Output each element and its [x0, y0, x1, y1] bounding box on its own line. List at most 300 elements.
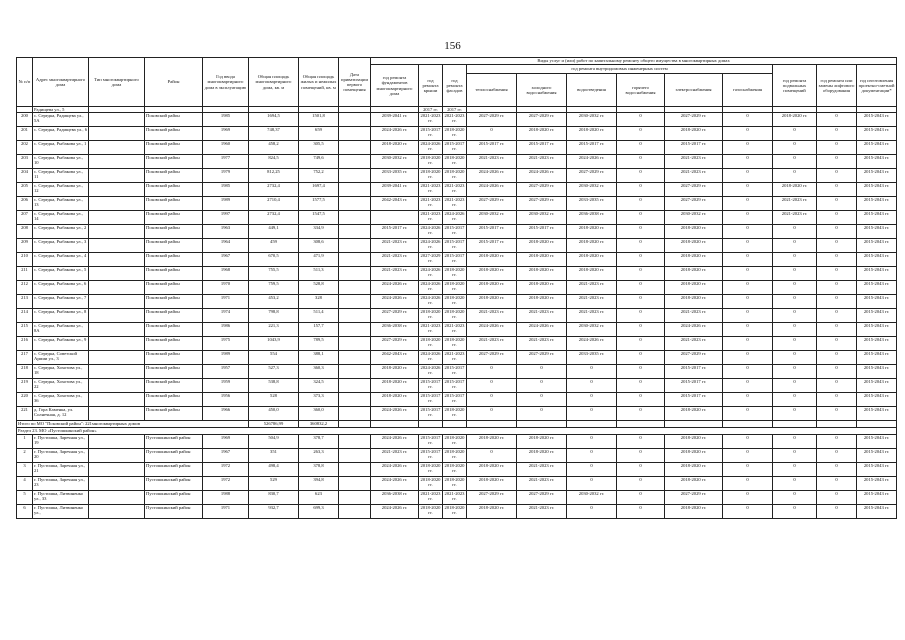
row-type	[89, 281, 145, 295]
row-living-area: 789,5	[299, 337, 339, 351]
row-gas: 0	[723, 435, 773, 449]
row-number: 207	[17, 211, 33, 225]
row-privatization	[339, 309, 371, 323]
row-docs: 2015-2043 гг.	[857, 141, 897, 155]
row-year: 1979	[203, 169, 249, 183]
row-foundation: 2024-2026 гг.	[371, 477, 419, 491]
row-foundation: 2024-2026 гг.	[371, 435, 419, 449]
table-row	[17, 141, 897, 155]
row-number: 217	[17, 351, 33, 365]
row-number: 213	[17, 295, 33, 309]
row-number: 205	[17, 183, 33, 197]
row-elevator: 0	[817, 323, 857, 337]
row-roof: 2024-2026 гг.	[419, 281, 443, 295]
row-heat: 2015-2017 гг.	[467, 225, 517, 239]
row-heat: 2015-2017 гг.	[467, 239, 517, 253]
row-address: с. Середка, Хохотова ул., 18	[33, 365, 89, 379]
row-hot-water: 0	[617, 505, 665, 519]
row-living-area: 471,9	[299, 253, 339, 267]
table-row	[17, 463, 897, 477]
row-address: с. Середка, Рыбакова ул., 10	[33, 155, 89, 169]
row-hot-water: 0	[617, 309, 665, 323]
row-basement: 0	[773, 491, 817, 505]
row-year: 1977	[203, 155, 249, 169]
row-heat: 2027-2029 гг.	[467, 351, 517, 365]
row-living-area: 360,3	[299, 365, 339, 379]
row-address: с. Середка, Рыбакова ул., 11	[33, 169, 89, 183]
row-facade: 2018-2020 гг.	[443, 407, 467, 421]
row-year: 1986	[203, 323, 249, 337]
header-hot-water: горячего водоснабжения	[617, 74, 665, 107]
row-electric: 2021-2023 гг.	[665, 155, 723, 169]
row-living-area: 752,2	[299, 169, 339, 183]
row-district: Пустошкинский район	[145, 477, 203, 491]
row-heat: 2018-2020 гг.	[467, 463, 517, 477]
row-heat: 2018-2020 гг.	[467, 435, 517, 449]
row-hot-water: 0	[617, 463, 665, 477]
row-type	[89, 435, 145, 449]
row-hot-water: 0	[617, 351, 665, 365]
table-row	[17, 505, 897, 519]
row-foundation: 2039-2041 гг.	[371, 183, 419, 197]
row-living-area: 388,1	[299, 351, 339, 365]
row-sewer: 2018-2020 гг.	[567, 267, 617, 281]
row-type	[89, 477, 145, 491]
row-living-area: 511,4	[299, 309, 339, 323]
row-sewer: 2018-2020 гг.	[567, 225, 617, 239]
row-gas: 0	[723, 239, 773, 253]
row-year: 1967	[203, 449, 249, 463]
row-hot-water: 0	[617, 449, 665, 463]
row-sewer: 2030-2032 гг.	[567, 323, 617, 337]
row-privatization	[339, 449, 371, 463]
row-foundation: 2021-2023 гг.	[371, 267, 419, 281]
row-sewer: 2021-2023 гг.	[567, 309, 617, 323]
row-district: Псковский район	[145, 323, 203, 337]
table-row	[17, 155, 897, 169]
row-hot-water: 0	[617, 183, 665, 197]
row-year: 1966	[203, 407, 249, 421]
row-elevator: 0	[817, 155, 857, 169]
row-sewer: 0	[567, 393, 617, 407]
row-type	[89, 365, 145, 379]
row-basement: 2021-2023 гг.	[773, 197, 817, 211]
row-elevator: 0	[817, 225, 857, 239]
row-privatization	[339, 225, 371, 239]
row-total-area: 798,8	[249, 309, 299, 323]
row-cold-water: 2021-2023 гг.	[517, 309, 567, 323]
row-number: 218	[17, 365, 33, 379]
row-type	[89, 267, 145, 281]
row-hot-water: 0	[617, 281, 665, 295]
row-docs: 2015-2043 гг.	[857, 379, 897, 393]
row-gas: 0	[723, 309, 773, 323]
row-address: г. Пустошка, Литвиненко ул., 33	[33, 491, 89, 505]
row-facade: 2015-2017 гг.	[443, 239, 467, 253]
row-district: Псковский район	[145, 127, 203, 141]
row-sewer: 2024-2026 гг.	[567, 337, 617, 351]
row-foundation: 2021-2023 гг.	[371, 239, 419, 253]
row-type	[89, 197, 145, 211]
row-roof: 2024-2026 гг.	[419, 351, 443, 365]
row-heat: 2018-2020 гг.	[467, 477, 517, 491]
row-elevator: 0	[817, 365, 857, 379]
table-row	[17, 267, 897, 281]
row-elevator: 0	[817, 183, 857, 197]
header-gas: газоснабжения	[723, 74, 773, 107]
row-privatization	[339, 169, 371, 183]
row-gas: 0	[723, 211, 773, 225]
row-elevator: 0	[817, 253, 857, 267]
table-row	[17, 169, 897, 183]
row-total-area: 830,7	[249, 491, 299, 505]
continuation-facade: 2017 гг.	[443, 107, 467, 113]
row-hot-water: 0	[617, 365, 665, 379]
row-foundation: 2024-2026 гг.	[371, 463, 419, 477]
row-living-area: 1577,5	[299, 197, 339, 211]
row-type	[89, 211, 145, 225]
row-privatization	[339, 337, 371, 351]
row-cold-water: 2015-2017 гг.	[517, 225, 567, 239]
row-roof: 2018-2020 гг.	[419, 309, 443, 323]
row-privatization	[339, 253, 371, 267]
row-basement: 0	[773, 281, 817, 295]
row-electric: 2018-2020 гг.	[665, 253, 723, 267]
row-docs: 2015-2043 гг.	[857, 239, 897, 253]
row-district: Псковский район	[145, 253, 203, 267]
row-electric: 2018-2020 гг.	[665, 225, 723, 239]
row-privatization	[339, 183, 371, 197]
row-address: г. Пустошка, Заречная ул., 21	[33, 463, 89, 477]
row-basement: 0	[773, 169, 817, 183]
table-row	[17, 127, 897, 141]
row-district: Псковский район	[145, 393, 203, 407]
row-electric: 2018-2020 гг.	[665, 449, 723, 463]
row-district: Псковский район	[145, 183, 203, 197]
row-facade: 2018-2020 гг.	[443, 435, 467, 449]
row-gas: 0	[723, 281, 773, 295]
row-hot-water: 0	[617, 435, 665, 449]
row-privatization	[339, 239, 371, 253]
row-docs: 2015-2043 гг.	[857, 267, 897, 281]
row-roof: 2024-2026 гг.	[419, 225, 443, 239]
row-cold-water: 0	[517, 407, 567, 421]
row-district: Псковский район	[145, 225, 203, 239]
table-row	[17, 337, 897, 351]
table-row	[17, 323, 897, 337]
row-type	[89, 393, 145, 407]
row-total-area: 748,37	[249, 127, 299, 141]
row-facade: 2021-2023 гг.	[443, 323, 467, 337]
row-district: Псковский район	[145, 351, 203, 365]
row-elevator: 0	[817, 477, 857, 491]
row-address: г. Пустошка, Заречная ул., 20	[33, 449, 89, 463]
row-total-area: 221,3	[249, 323, 299, 337]
row-gas: 0	[723, 183, 773, 197]
row-electric: 2018-2020 гг.	[665, 281, 723, 295]
row-facade: 2021-2023 гг.	[443, 351, 467, 365]
table-row	[17, 225, 897, 239]
row-gas: 0	[723, 323, 773, 337]
row-privatization	[339, 477, 371, 491]
row-sewer: 2030-2032 гг.	[567, 113, 617, 127]
row-sewer: 2036-2038 гг.	[567, 211, 617, 225]
row-living-area: 1501,8	[299, 113, 339, 127]
row-facade: 2018-2020 гг.	[443, 295, 467, 309]
row-facade: 2018-2020 гг.	[443, 127, 467, 141]
row-hot-water: 0	[617, 267, 665, 281]
row-docs: 2015-2043 гг.	[857, 197, 897, 211]
row-sewer: 2033-2035 гг.	[567, 197, 617, 211]
row-address: с. Середка, Радищева ул., 5А	[33, 113, 89, 127]
row-number: 209	[17, 239, 33, 253]
row-gas: 0	[723, 477, 773, 491]
row-type	[89, 337, 145, 351]
row-total-area: 459	[249, 239, 299, 253]
row-number: 202	[17, 141, 33, 155]
row-gas: 0	[723, 155, 773, 169]
table-row	[17, 295, 897, 309]
table-row	[17, 281, 897, 295]
row-sewer: 0	[567, 379, 617, 393]
row-living-area: 378,8	[299, 463, 339, 477]
row-electric: 2015-2017 гг.	[665, 393, 723, 407]
row-hot-water: 0	[617, 211, 665, 225]
row-facade: 2015-2017 гг.	[443, 225, 467, 239]
table-row	[17, 491, 897, 505]
row-address: г. Пустошка, Литвиненко ул.,	[33, 505, 89, 519]
row-basement: 0	[773, 155, 817, 169]
row-type	[89, 407, 145, 421]
row-docs: 2015-2043 гг.	[857, 155, 897, 169]
row-gas: 0	[723, 295, 773, 309]
continuation-address: Радищева ул., 5	[33, 107, 89, 113]
row-year: 1985	[203, 113, 249, 127]
row-sewer: 2015-2017 гг.	[567, 141, 617, 155]
row-living-area: 373,3	[299, 393, 339, 407]
table-row	[17, 379, 897, 393]
row-hot-water: 0	[617, 491, 665, 505]
row-roof: 2018-2020 гг.	[419, 155, 443, 169]
row-total-area: 453,2	[249, 295, 299, 309]
row-address: с. Середка, Радищева ул., 6	[33, 127, 89, 141]
header-cold-water: холодного водоснабжения	[517, 74, 567, 107]
header-privatization: Дата приватизации первого помещения	[339, 58, 371, 107]
row-docs: 2015-2043 гг.	[857, 435, 897, 449]
row-cold-water: 2018-2020 гг.	[517, 267, 567, 281]
row-sewer: 0	[567, 449, 617, 463]
row-total-area: 528	[249, 393, 299, 407]
row-docs: 2015-2043 гг.	[857, 323, 897, 337]
header-heat: теплоснабжения	[467, 74, 517, 107]
row-year: 1956	[203, 393, 249, 407]
row-number: 203	[17, 155, 33, 169]
row-total-area: 351	[249, 449, 299, 463]
row-gas: 0	[723, 225, 773, 239]
row-roof: 2018-2020 гг.	[419, 463, 443, 477]
row-gas: 0	[723, 407, 773, 421]
row-heat: 2027-2029 гг.	[467, 113, 517, 127]
row-living-area: 157,7	[299, 323, 339, 337]
row-total-area: 554	[249, 351, 299, 365]
row-number: 204	[17, 169, 33, 183]
row-number: 1	[17, 435, 33, 449]
row-district: Псковский район	[145, 197, 203, 211]
row-sewer: 0	[567, 505, 617, 519]
row-cold-water: 2027-2029 гг.	[517, 197, 567, 211]
row-year: 1957	[203, 365, 249, 379]
row-electric: 2018-2020 гг.	[665, 477, 723, 491]
row-total-area: 824,5	[249, 155, 299, 169]
header-roof: год ремонта крыши	[419, 65, 443, 107]
row-year: 1970	[203, 281, 249, 295]
row-cold-water: 2027-2029 гг.	[517, 183, 567, 197]
row-elevator: 0	[817, 295, 857, 309]
row-heat: 2018-2020 гг.	[467, 253, 517, 267]
row-electric: 2018-2020 гг.	[665, 435, 723, 449]
row-hot-water: 0	[617, 393, 665, 407]
row-cold-water: 0	[517, 379, 567, 393]
row-privatization	[339, 435, 371, 449]
row-facade: 2015-2017 гг.	[443, 253, 467, 267]
row-type	[89, 239, 145, 253]
header-basement: год ремонта подвальных помещений	[773, 65, 817, 107]
row-year: 1963	[203, 225, 249, 239]
row-number: 3	[17, 463, 33, 477]
row-electric: 2027-2029 гг.	[665, 183, 723, 197]
row-foundation: 2018-2020 гг.	[371, 393, 419, 407]
row-address: с. Середка, Рыбакова ул., 9	[33, 337, 89, 351]
row-foundation: 2024-2026 гг.	[371, 295, 419, 309]
row-year: 1989	[203, 197, 249, 211]
row-privatization	[339, 505, 371, 519]
row-docs: 2015-2043 гг.	[857, 477, 897, 491]
row-gas: 0	[723, 127, 773, 141]
row-year: 1967	[203, 253, 249, 267]
row-living-area: 659	[299, 127, 339, 141]
row-type	[89, 309, 145, 323]
row-address: с. Середка, Рыбакова ул., 12	[33, 183, 89, 197]
row-number: 221	[17, 407, 33, 421]
row-type	[89, 449, 145, 463]
row-address: с. Середка, Рыбакова ул., 13	[33, 197, 89, 211]
row-facade: 2015-2017 гг.	[443, 379, 467, 393]
row-basement: 0	[773, 477, 817, 491]
row-hot-water: 0	[617, 477, 665, 491]
row-district: Псковский район	[145, 211, 203, 225]
row-heat: 2018-2020 гг.	[467, 281, 517, 295]
row-cold-water: 2021-2023 гг.	[517, 155, 567, 169]
row-number: 4	[17, 477, 33, 491]
row-number: 2	[17, 449, 33, 463]
row-district: Пустошкинский район	[145, 463, 203, 477]
row-electric: 2018-2020 гг.	[665, 239, 723, 253]
row-electric: 2018-2020 гг.	[665, 295, 723, 309]
row-facade: 2018-2020 гг.	[443, 463, 467, 477]
row-heat: 2024-2026 гг.	[467, 183, 517, 197]
row-number: 201	[17, 127, 33, 141]
row-cold-water: 2027-2029 гг.	[517, 113, 567, 127]
row-total-area: 2732,4	[249, 211, 299, 225]
row-elevator: 0	[817, 113, 857, 127]
row-type	[89, 183, 145, 197]
header-living-area: Общая площадь жилых и нежилых помещений, кв. м	[299, 58, 339, 107]
row-address: г. Пустошка, Заречная ул., 19	[33, 435, 89, 449]
row-roof: 2018-2020 гг.	[419, 505, 443, 519]
table-header	[17, 58, 897, 107]
row-hot-water: 0	[617, 169, 665, 183]
row-district: Пустошкинский район	[145, 505, 203, 519]
row-hot-water: 0	[617, 113, 665, 127]
row-basement: 0	[773, 337, 817, 351]
row-basement: 0	[773, 463, 817, 477]
row-heat: 2018-2020 гг.	[467, 267, 517, 281]
row-number: 211	[17, 267, 33, 281]
header-works: Виды услуг и (или) работ по капитальному ремонту общего имущества в многоквартирных домах	[371, 58, 897, 65]
row-electric: 2018-2020 гг.	[665, 267, 723, 281]
capital-repair-table	[16, 57, 897, 519]
row-total-area: 755,5	[249, 267, 299, 281]
row-facade: 2018-2020 гг.	[443, 449, 467, 463]
row-heat: 2018-2020 гг.	[467, 295, 517, 309]
row-number: 210	[17, 253, 33, 267]
row-hot-water: 0	[617, 337, 665, 351]
row-privatization	[339, 393, 371, 407]
row-roof: 2027-2029 гг.	[419, 253, 443, 267]
row-facade: 2018-2020 гг.	[443, 267, 467, 281]
row-year: 1997	[203, 211, 249, 225]
row-cold-water: 2021-2023 гг.	[517, 463, 567, 477]
row-year: 1972	[203, 463, 249, 477]
row-basement: 0	[773, 309, 817, 323]
page-number: 156	[444, 40, 461, 52]
row-cold-water: 2024-2026 гг.	[517, 169, 567, 183]
row-address: с. Середка, Рыбакова ул., 2	[33, 225, 89, 239]
row-facade: 2015-2017 гг.	[443, 365, 467, 379]
row-cold-water: 2021-2023 гг.	[517, 477, 567, 491]
row-roof: 2024-2026 гг.	[419, 295, 443, 309]
row-total-area: 504,9	[249, 435, 299, 449]
header-electric: электроснабжения	[665, 74, 723, 107]
row-elevator: 0	[817, 463, 857, 477]
row-docs: 2015-2043 гг.	[857, 169, 897, 183]
row-basement: 0	[773, 505, 817, 519]
row-basement: 0	[773, 407, 817, 421]
row-number: 5	[17, 491, 33, 505]
row-total-area: 1043,9	[249, 337, 299, 351]
row-facade: 2021-2023 гг.	[443, 183, 467, 197]
row-basement: 0	[773, 225, 817, 239]
row-elevator: 0	[817, 169, 857, 183]
row-foundation	[371, 211, 419, 225]
row-total-area: 932,7	[249, 505, 299, 519]
row-facade: 2018-2020 гг.	[443, 281, 467, 295]
row-year: 1971	[203, 505, 249, 519]
row-address: с. Середка, Хохотова ул., 36	[33, 393, 89, 407]
row-number: 208	[17, 225, 33, 239]
row-elevator: 0	[817, 505, 857, 519]
row-foundation: 2024-2026 гг.	[371, 505, 419, 519]
row-electric: 2030-2032 гг.	[665, 211, 723, 225]
row-cold-water: 2018-2020 гг.	[517, 239, 567, 253]
row-type	[89, 141, 145, 155]
row-total-area: 498,4	[249, 463, 299, 477]
row-basement: 0	[773, 127, 817, 141]
row-elevator: 0	[817, 393, 857, 407]
row-privatization	[339, 407, 371, 421]
row-sewer: 2021-2023 гг.	[567, 295, 617, 309]
row-total-area: 538,8	[249, 379, 299, 393]
